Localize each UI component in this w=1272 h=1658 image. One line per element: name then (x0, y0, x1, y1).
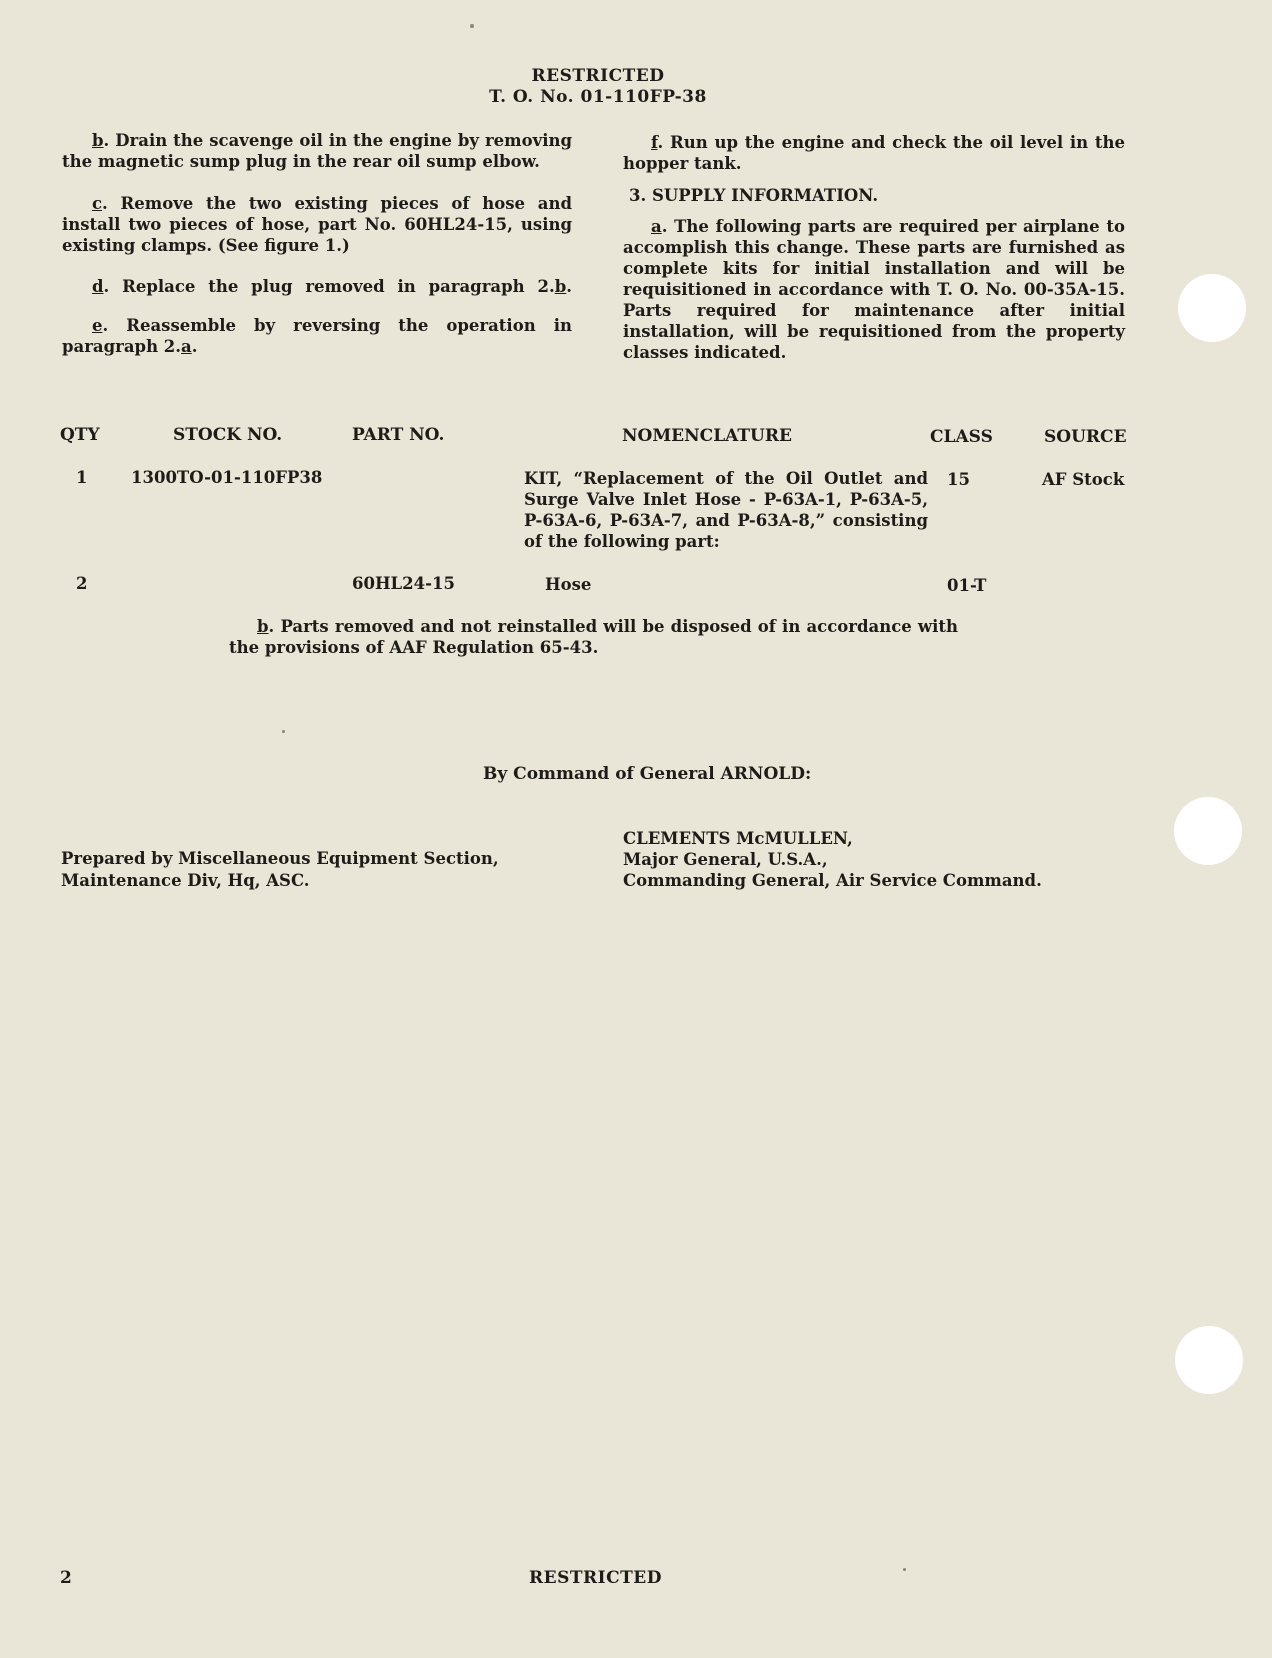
column-header-part-no: PART NO. (352, 425, 445, 445)
header-classification: RESTRICTED (531, 66, 665, 86)
paragraph-text: . Replace the plug removed in paragraph 2. (103, 277, 555, 296)
paragraph-letter: e (92, 316, 103, 335)
prepared-by-line-2: Maintenance Div, Hq, ASC. (61, 871, 310, 890)
prepared-by-line-1: Prepared by Miscellaneous Equipment Section, (61, 849, 499, 868)
left-column (62, 130, 572, 357)
paragraph-c (62, 193, 572, 256)
cell-qty: 1 (76, 468, 88, 487)
cell-nomenclature: Hose (545, 575, 592, 594)
command-line: By Command of General ARNOLD: (483, 764, 812, 784)
cell-qty: 2 (76, 574, 88, 593)
paragraph-text: . The following parts are required per airplane to accomplish this change. These parts are furnished as complete kits for initial installation and will be requisitioned in accordance with T. O. No. 00-35A-15. Parts required for maintenance after initial installation, will be requisitioned from the property classes indicated. (623, 217, 1125, 362)
signatory-rank: Major General, U.S.A., (623, 850, 828, 869)
paragraph-reference: b (554, 277, 567, 296)
footer-classification: RESTRICTED (529, 1568, 662, 1588)
paragraph-a (623, 216, 1125, 363)
cell-part-no: 60HL24-15 (352, 574, 455, 593)
paragraph-text: . (566, 277, 572, 296)
disposal-note (229, 616, 958, 658)
paragraph-text: . Remove the two existing pieces of hose and install two pieces of hose, part No. 60HL24-15, using existing clamps. (See figure 1.) (62, 194, 572, 255)
signatory-title: Commanding General, Air Service Command. (623, 871, 1042, 890)
paragraph-letter: c (92, 194, 103, 213)
paragraph-text: . Run up the engine and check the oil level in the hopper tank. (623, 133, 1125, 173)
paper-speck (470, 24, 474, 28)
paragraph-letter: a (651, 217, 662, 236)
cell-stock-no: 1300TO-01-110FP38 (131, 468, 323, 487)
paragraph-f (623, 132, 1125, 174)
paragraph-letter: d (92, 277, 104, 296)
paragraph-b (62, 130, 572, 172)
paragraph-e (62, 315, 572, 357)
paragraph-letter: f (651, 133, 658, 152)
paper-speck (903, 1568, 906, 1571)
page-number: 2 (60, 1568, 72, 1588)
paragraph-note-b (229, 616, 958, 658)
cell-source: AF Stock (1042, 470, 1125, 489)
paper-speck (282, 730, 285, 733)
cell-nomenclature: KIT, “Replacement of the Oil Outlet and Surge Valve Inlet Hose - P-63A-1, P-63A-5, P-63A-6, P-63A-7, and P-63A-8,” consisting of the following part: (524, 469, 928, 551)
column-header-stock-no: STOCK NO. (173, 425, 283, 445)
paragraph-text: . Drain the scavenge oil in the engine by removing the magnetic sump plug in the rear oil sump elbow. (62, 131, 572, 171)
signatory-name: CLEMENTS McMULLEN, (623, 829, 853, 848)
paragraph-text: . Parts removed and not reinstalled will be disposed of in accordance with the provisions of AAF Regulation 65-43. (229, 617, 958, 657)
header-to-number: T. O. No. 01-110FP-38 (489, 87, 707, 107)
paragraph-text: . Reassemble by reversing the operation in paragraph 2. (62, 316, 572, 356)
column-header-class: CLASS (930, 427, 993, 447)
section-heading: 3. SUPPLY INFORMATION. (629, 186, 879, 205)
paragraph-reference: a (181, 337, 192, 356)
column-header-nomenclature: NOMENCLATURE (622, 426, 792, 446)
cell-class: 15 (947, 470, 970, 489)
paragraph-d (62, 276, 572, 297)
paragraph-text: . (191, 337, 198, 356)
column-header-qty: QTY (60, 425, 100, 445)
cell-class: 01-T (947, 576, 987, 595)
column-header-source: SOURCE (1044, 427, 1127, 447)
right-column (623, 132, 1125, 363)
paragraph-letter: b (92, 131, 104, 150)
paragraph-letter: b (257, 617, 269, 636)
punch-hole-bottom (1175, 1326, 1243, 1394)
punch-hole-top (1178, 274, 1246, 342)
punch-hole-middle (1174, 797, 1242, 865)
